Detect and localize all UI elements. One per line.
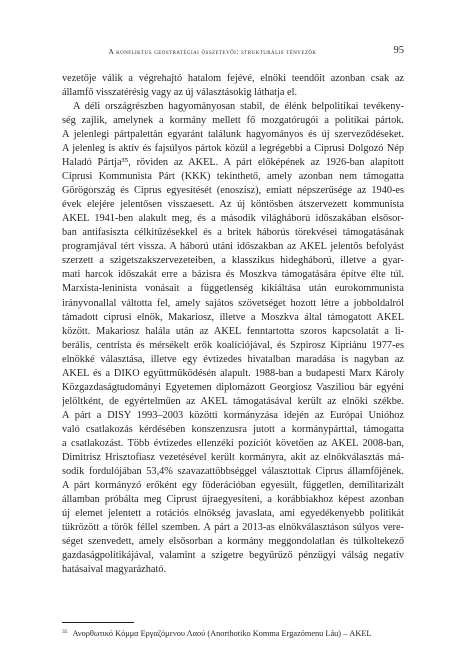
text-line: támadott ciprusi elnök, Makariosz, illetve a Moszkva által támogatott AKEL <box>62 311 404 323</box>
text-line: irányvonallal váltotta fel, amely sajátos szövetséget hozott létre a jobboldalról <box>62 297 404 309</box>
text-line: a csatlakozást. Több évtizedes ellenzéki pozíciót követően az AKEL 2008-ban, <box>62 437 404 449</box>
text-line: államban próbálta meg Ciprust újraegyesíteni, a korábbiakhoz képest azonban <box>62 493 404 505</box>
text-line: A párt a DISY 1993–2003 közötti kormányzása idején az Európai Unióhoz <box>62 409 404 421</box>
footnote-text: Ανορθωτικό Κόμμα Εργαζόμενου Λαού (Anorthotiko Komma Ergazómenu Láu) – AKEL <box>72 629 372 638</box>
text-line: vezetője válik a végrehajtó hatalom fejévé, elnöki teendőit azonban csak az <box>62 73 404 84</box>
text-line: között. Makariosz halála után az AKEL fenntartotta szoros kapcsolatát a li- <box>62 325 404 337</box>
text-line: séget szenvedett, amely elsősorban a kormány meggondolatlan és túlkoltekező <box>62 536 404 548</box>
text-line: Haladó Pártja³⁵, röviden az AKEL. A párt előképének az 1926-ban alapított <box>62 157 404 169</box>
text-line: Marxista-leninista vonásait a függetlenség kikiáltása után eurokommunista <box>62 283 404 295</box>
text-line: államfő visszatérésig vagy az új választásokig láthatja el. <box>62 87 298 99</box>
text-line: mati harcok időszakát erre a bázisra és Moszkva támogatására építve élte túl. <box>62 269 404 281</box>
text-line: szerzett a szigetszakszervezeteiben, a klasszikus hidegháború, illetve a gyar- <box>62 255 404 267</box>
text-line: AKEL és a DIKO együttműködésén alapult. 1988-ban a budapesti Marx Károly <box>62 367 404 379</box>
page-header <box>61 47 404 61</box>
text-line: A jelenleg is aktív és fajsúlyos pártok közül a legrégebbi a Ciprusi Dolgozó Nép <box>62 143 404 155</box>
paragraph-first-line: A déli országrészben hagyományosan stabil, de élénk belpolitikai tevékeny- <box>73 101 404 113</box>
body-text <box>62 72 404 577</box>
text-line: tükrözött a török féllel szemben. A párt a 2013-as elnökválasztáson súlyos vere- <box>62 522 404 533</box>
running-title: A konfliktus geostratégiai összetevői: strukturális tényezők <box>108 47 317 56</box>
text-line: ban antifasiszta célkitűzésekkel és a britek háborús törekvései támogatásának <box>62 227 404 239</box>
text-line: berális, centrista és mérsékelt erők koalíciójával, és Szpirosz Kipriánu 1977-es <box>62 339 404 351</box>
text-line: A jelenlegi pártpalettán egyaránt találunk hagyományos és új szerveződéseket. <box>62 129 404 141</box>
text-line: ség zajlik, amelynek a kormány mellett fő mozgatórugói a politikai pártok. <box>62 115 404 127</box>
text-line: évek elejére jelentősen visszaesett. Az új köntösben átszervezett kommunista <box>62 199 404 211</box>
footnote-number: 35 <box>62 629 68 635</box>
text-line: jelöltként, de egyértelműen az AKEL támogatásával került az elnöki székbe. <box>62 395 404 407</box>
text-line: sodik fordulójában 53,4% szavazattöbbséggel választottak Ciprus államfőjének. <box>62 465 404 477</box>
text-line: gazdaságpolitikájával, valamint a szigetre begyűrűző pénzügyi válság negatív <box>62 550 404 562</box>
text-line: új elemet jelentett a rotációs elnökség javaslata, ami egyedékenyebb politikát <box>62 507 404 519</box>
page-number: 95 <box>393 45 404 56</box>
footnote <box>62 629 404 638</box>
text-line: AKEL 1941-ben alakult meg, és a második világháború időszakában elsősor- <box>62 213 404 225</box>
text-line: Dimitrisz Hrisztofiasz vezetésével került kormányra, akit az elnökválasztás má- <box>62 451 404 463</box>
text-line: A párt kormányzó erőként egy föderációban egyesült, független, demilitarizált <box>62 479 404 491</box>
text-line: programjával tért vissza. A háború utáni időszakban az AKEL jelentős befolyást <box>62 241 404 253</box>
text-line: hatásaival magyarázható. <box>62 564 167 576</box>
text-line: való csatlakozás kérdésében konszenzusra jutott a kormánypárttal, támogatta <box>62 423 404 435</box>
text-line: Közgazdaságtudományi Egyetemen diplomázott Georgiosz Vasziliou bár egyéni <box>62 381 404 393</box>
footnote-divider <box>62 622 134 623</box>
text-line: elnökké választása, illetve egy évtizedes hivatalban maradása is nagyban az <box>62 353 404 365</box>
text-line: Görögország és Ciprus egyesítését (enoszisz), emiatt népszerűsége az 1940-es <box>62 185 404 197</box>
text-line: Ciprusi Kommunista Párt (KKK) tekinthető, amely azonban nem támogatta <box>62 171 404 183</box>
